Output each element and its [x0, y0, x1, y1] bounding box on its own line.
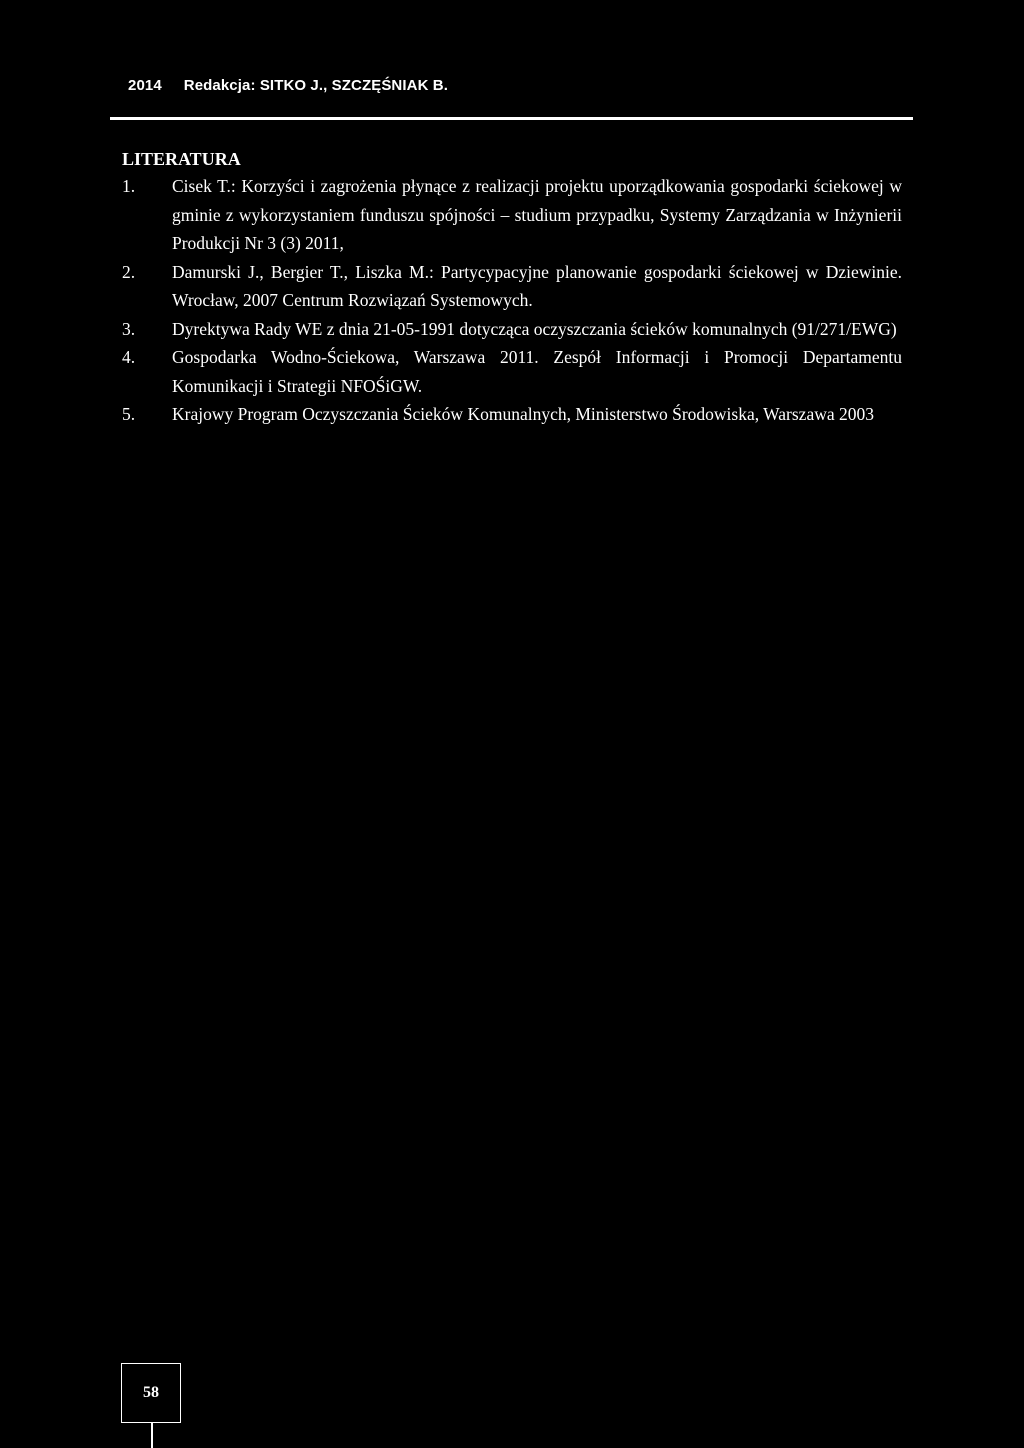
- reference-text: Krajowy Program Oczyszczania Ścieków Komunalnych, Ministerstwo Środowiska, Warszawa 2003: [172, 404, 874, 424]
- header-editors: Redakcja: SITKO J., SZCZĘŚNIAK B.: [183, 77, 448, 94]
- reference-item: [122, 315, 902, 344]
- header-divider: [110, 117, 913, 120]
- reference-text: Cisek T.: Korzyści i zagrożenia płynące z realizacji projektu uporządkowania gospodarki ściekowej w gminie z wykorzystaniem funduszu spójności – studium przypadku, Systemy Zarządzania w Inżynierii Produkcji Nr 3 (3) 2011,: [172, 176, 902, 253]
- reference-number: 3.: [122, 318, 136, 339]
- reference-number: 5.: [122, 404, 136, 424]
- page-header: [128, 77, 448, 94]
- reference-number: 1.: [122, 176, 136, 196]
- section-title: LITERATURA: [122, 149, 241, 169]
- reference-number: 4.: [122, 347, 136, 367]
- reference-item: [122, 258, 902, 315]
- page-number: 58: [143, 1384, 159, 1401]
- reference-item: [122, 343, 902, 400]
- reference-text: Gospodarka Wodno-Ściekowa, Warszawa 2011. Zespół Informacji i Promocji Departamentu Komunikacji i Strategii NFOŚiGW.: [172, 347, 902, 396]
- page-number-stem: [151, 1423, 153, 1448]
- page-number-box: [121, 1363, 181, 1423]
- reference-number: 2.: [122, 261, 136, 282]
- reference-item: [122, 172, 902, 258]
- reference-text: Damurski J., Bergier T., Liszka M.: Partycypacyjne planowanie gospodarki ściekowej w Dziewinie. Wrocław, 2007 Centrum Rozwiązań Systemowych.: [172, 261, 902, 310]
- header-year: 2014: [128, 77, 162, 94]
- reference-text: Dyrektywa Rady WE z dnia 21-05-1991 dotycząca oczyszczania ścieków komunalnych (91/271/EWG): [172, 318, 897, 339]
- reference-item: [122, 400, 902, 429]
- reference-list: [122, 172, 902, 429]
